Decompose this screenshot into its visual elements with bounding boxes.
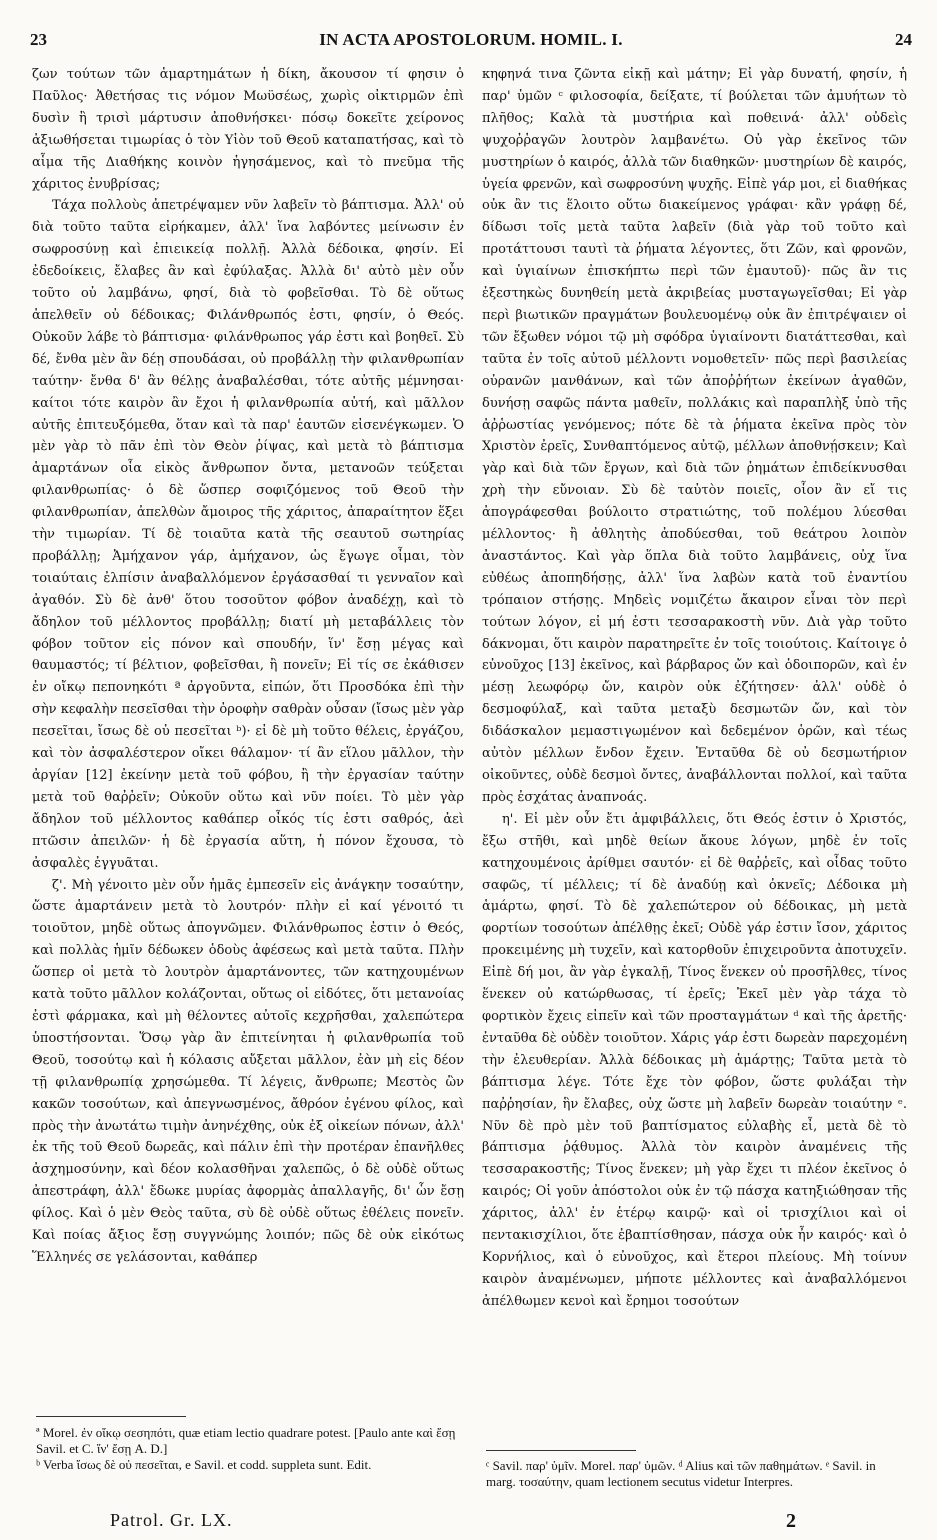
paragraph: η'. Εἰ μὲν οὖν ἔτι ἀμφιβάλλεις, ὅτι Θεός ἐστιν ὁ Χριστός, ἔξω στῆθι, καὶ μηδὲ θείων ἄκουε λόγων, μηδὲ ἐν τοῖς κατηχουμένοις ἀρίθμει σαυτόν· εἰ δὲ θαῤῥεῖς, καὶ οἶδας τοῦτο σαφῶς, τί μέλλεις; τί δὲ ἀναδύῃ καὶ ὀκνεῖς; Δέδοικα μὴ ἁμάρτω, φησί. Τὸ δὲ χαλεπώτερον οὐ δέδοικας, μὴ μετὰ φορτίων τοσούτων ἀπέλθῃς ἐκεῖ; Οὐδὲ γάρ ἐστιν ἴσον, χάριτος προκειμένης μὴ τυχεῖν, καὶ κατορθοῦν ἐπιχειροῦντα ἀποτυχεῖν. Εἰπὲ δή μοι, ἂν γὰρ ἐγκαλῇ, Τίνος ἕνεκεν οὐ προσῆλθες, τίνος ἕνεκεν οὐ κατώρθωσας, τί ἐρεῖς; Ἐκεῖ μὲν γὰρ τάχα τὸ φορτικὸν ἔχεις εἰπεῖν καὶ τῶν προσταγμάτων ᵈ καὶ τῆς ἀρετῆς· ἐνταῦθα δὲ οὐδὲν τοιοῦτον. Χάρις γάρ ἐστι δωρεὰν παρεχομένη τὴν ἐλευθερίαν. Ἀλλὰ δέδοικας μὴ ἁμάρτῃς; Ταῦτα μετὰ τὸ βάπτισμα λέγε. Τότε ἔχε τὸν φόβον, ὥστε φυλάξαι τὴν παῤῥησίαν, ἣν ἔλαβες, οὐχ ὥστε μὴ λαβεῖν δωρεὰν τοιαύτην ᵉ. Νῦν δὲ πρὸ μὲν τοῦ βαπτίσματος εὐλαβὴς εἶ, μετὰ δὲ τὸ βάπτισμα ῥᾴθυμος. Ἀλλὰ τὸν καιρὸν ἀναμένεις τῆς τεσσαρακοστῆς; Τίνος ἕνεκεν; μὴ γὰρ ἔχει τι πλέον ἐκεῖνος ὁ καιρός; Οἱ γοῦν ἀπόστολοι οὐκ ἐν τῷ πάσχα κατηξιώθησαν τῆς χάριτος, ἀλλ' ἐν ἑτέρῳ καιρῷ· καὶ οἱ τρισχίλιοι καὶ οἱ πεντακισχίλιοι, ὅτε ἐβαπτίσθησαν, πάσχα οὐκ ἦν καιρός· καὶ ὁ Κορνήλιος, καὶ ὁ εὐνοῦχος, καὶ ἕτεροι πλείους. Μὴ τοίνυν καιρὸν ἀναμένωμεν, μήποτε μέλλοντες καὶ ἀναβαλλόμενοι ἀπέλθωμεν κενοὶ καὶ ἔρημοι τοσούτων [482,811,907,1309]
printer-signature: Patrol. Gr. LX. [110,1510,233,1530]
footnote: ª Morel. ἐν οἴκῳ σεσηπότι, quæ etiam lectio quadrare potest. [Paulo ante καὶ ἔσῃ Savil. et C. ἵν' ἔσῃ A. D.] [36,1425,456,1456]
paragraph: ζ'. Μὴ γένοιτο μὲν οὖν ἡμᾶς ἐμπεσεῖν εἰς ἀνάγκην τοσαύτην, ὥστε ἁμαρτάνειν μετὰ τὸ λουτρόν· πλὴν εἰ καί γένοιτό τι τοιοῦτον, μηδὲ οὕτως ἀπογνῶμεν. Φιλάνθρωπος ἐστιν ὁ Θεός, καὶ πολλὰς ἡμῖν δέδωκεν ὁδοὺς ἀφέσεως καὶ μετὰ ταῦτα. Πλὴν ὥσπερ οἱ μετὰ τὸ λουτρὸν ἁμαρτάνοντες, τῶν κατηχουμένων κατὰ τοῦτο μᾶλλον κολάζονται, οὕτως οἱ εἰδότες, ὅτι μετανοίας ἐστὶ φάρμακα, καὶ μὴ θέλοντες αὐτοῖς κεχρῆσθαι, χαλεπώτερα ὑποστήσονται. Ὅσῳ γὰρ ἂν ἐπιτείνηται ἡ φιλανθρωπία τοῦ Θεοῦ, τοσούτῳ καὶ ἡ κόλασις αὔξεται μᾶλλον, ἐὰν μὴ εἰς δέον τῇ φιλανθρωπίᾳ χρησώμεθα. Τί λέγεις, ἄνθρωπε; Μεστὸς ὢν κακῶν τοσούτων, καὶ ἀπεγνωσμένος, ἄθρόον ἐγένου φίλος, καὶ πρὸς τὴν ἀνωτάτω τιμὴν ἀνηνέχθης, οὐκ ἐξ οἰκείων πόνων, ἀλλ' ἐκ τῆς τοῦ Θεοῦ δωρεᾶς, καὶ πάλιν ἐπὶ τὴν προτέραν ἐπανῆλθες ἀσχημοσύνην, καὶ δέον κολασθῆναι χαλεπῶς, ὁ δὲ οὐδὲ οὕτως ἀπεστράφη, ἀλλ' ἔδωκε μυρίας ἀφορμὰς ἀπαλλαγῆς, δι' ὧν ἔσῃ φίλος. Καὶ ὁ μὲν Θεὸς ταῦτα, σὺ δὲ οὐδὲ οὕτως ἐθέλεις πονεῖν. Καὶ ποίας ἄξιος ἔσῃ συγγνώμης λοιπόν; πῶς δὲ οὐκ εἰκότως Ἕλληνές σε γελάσονται, καθάπερ [32,877,464,1264]
footnote: ᶜ Savil. παρ' ὑμῖν. Morel. παρ' ὑμῶν. ᵈ Alius καὶ τῶν παθημάτων. ᵉ Savil. in marg. τοσαύτην, quam lectionem secutus videtur Interpres. [486,1458,876,1489]
paragraph: ζων τούτων τῶν ἁμαρτημάτων ἡ δίκη, ἄκουσον τί φησιν ὁ Παῦλος· Ἀθετήσας τις νόμον Μωϋσέως, χωρὶς οἰκτιρμῶν ἐπὶ δυσὶν ἢ τρισὶ μάρτυσιν ἀποθνήσκει· πόσῳ δοκεῖτε χείρονος ἀξιωθήσεται τιμωρίας ὁ τὸν Υἱὸν τοῦ Θεοῦ καταπατήσας, καὶ τὸ αἷμα τῆς Διαθήκης κοινὸν ἡγησάμενος, καὶ τὸ πνεῦμα τῆς χάριτος ἐνυβρίσας; [32,67,464,192]
sheet-number: 2 [786,1510,796,1532]
footnote-rule [486,1450,636,1451]
footnotes-left [36,1425,456,1473]
left-column [32,64,464,1264]
paragraph: κηφηνά τινα ζῶντα εἰκῇ καὶ μάτην; Εἰ γὰρ δυνατή, φησίν, ἡ παρ' ὑμῶν ᶜ φιλοσοφία, δείξατε, τί βούλεται τῶν ἀμυήτων τὸ πλῆθος; Καλὰ τὰ μυστήρια καὶ ποθεινά· ἀλλ' οὐδεὶς ψυχοῤῥαγῶν λουτρὸν λαμβανέτω. Οὐ γὰρ ἐκεῖνος τῶν μυστηρίων ὁ καιρός, ἀλλὰ τῶν διαθηκῶν· μυστηρίων δὲ καιρός, ὑγεία φρενῶν, καὶ σωφροσύνη ψυχῆς. Εἰπὲ γάρ μοι, εἰ διαθήκας οὐκ ἂν τις ἕλοιτο οὕτω διακείμενος γράφαι· κἂν γράφῃ δέ, δίδωσι τοῖς μετὰ ταῦτα λαβεῖν (διὰ γὰρ τοῦ τοῦτο καὶ προτάττουσι ταυτὶ τὰ ῥήματα λέγοντες, ὅτι Ζῶν, καὶ φρονῶν, καὶ ὑγιαίνων ἐπισκήπτω περὶ τῶν ἐμαυτοῦ)· πῶς ἂν τις ἐξεστηκὼς δυνηθείη μετὰ ἀκριβείας μυσταγωγεῖσθαι; Εἰ γὰρ περὶ βιωτικῶν πραγμάτων βουλευομένῳ οὐκ ἂν ἐπιτρέψαιεν οἱ τῶν ἔξωθεν νόμοι τῷ μὴ σφόδρα ὑγιαίνοντι διατάττεσθαι, καὶ ταῦτα ἐν τοῖς αὐτοῦ μέλλοντι νομοθετεῖν· πῶς περὶ βασιλείας οὐρανῶν μανθάνων, καὶ τῶν ἀποῤῥήτων ἐκείνων ἀγαθῶν, δυνήσῃ σαφῶς πάντα μαθεῖν, πολλάκις καὶ παραπλὴξ ὑπὸ τῆς ἀῤῥωστίας γενόμενος; πότε δὲ τὰ ῥήματα ἐκεῖνα πρὸς τὸν Χριστὸν ἐρεῖς, Συνθαπτόμενος αὐτῷ, μέλλων ἀποθνῄσκειν; Καὶ γὰρ καὶ διὰ τῶν ἔργων, καὶ διὰ τῶν ῥημάτων ἐπιδείκνυσθαι χρὴ τὴν εὔνοιαν. Σὺ δὲ ταὐτὸν ποιεῖς, οἷον ἂν εἴ τις ἀπογράφεσθαι βούλοιτο στρατιώτης, τοῦ πολέμου λύεσθαι μέλλοντος· ἢ ἀθλητὴς ἀποδύεσθαι, τοῦ θεάτρου λοιπὸν ἀναστάντος. Καὶ γὰρ ὅπλα διὰ τοῦτο λαμβάνεις, οὐχ ἵνα εὐθέως ἀποπηδήσῃς, ἀλλ' ἵνα λαβὼν κατὰ τοῦ ἐναντίου τρόπαιον στήσῃς. Μηδεὶς νομιζέτω ἄκαιρον εἶναι τὸν περὶ τούτων λόγον, εἰ μή ἐστι τεσσαρακοστὴ νῦν. Διὰ γὰρ τοῦτο δάκνομαι, ὅτι καιρὸν παρατηρεῖτε ἐν τοῖς τοιούτοις. Καίτοιγε ὁ εὐνοῦχος [13] ἐκεῖνος, καὶ βάρβαρος ὤν καὶ ὁδοιπορῶν, καὶ ἐν μέσῃ λεωφόρῳ ὤν, καιρὸν οὐκ ἐζήτησεν· ἀλλ' οὐδὲ ὁ δεσμοφύλαξ, καὶ ταῦτα μεταξὺ δεσμωτῶν ὤν, καὶ τὸν διδάσκαλον μεμαστιγωμένον καὶ δεδεμένον ὁρῶν, καὶ τέως αὐτὸν μέλλων ἔνδον ἔχειν. Ἐνταῦθα δὲ οὐ δεσμωτήριον οἰκοῦντες, οὐδὲ δεσμοὶ ὄντες, ἀναβάλλονται πολλοί, καὶ ταῦτα πρὸς ἐσχάτας ἀναπνοάς. [482,67,907,805]
right-column [482,64,907,1439]
running-title: IN ACTA APOSTOLORUM. HOMIL. I. [319,30,623,49]
footnote-rule [36,1416,186,1417]
footnotes-right [486,1458,906,1490]
running-header [30,30,912,56]
footnote: ᵇ Verba ἴσως δὲ οὐ πεσεῖται, e Savil. et codd. suppleta sunt. Edit. [36,1457,372,1472]
left-page-number: 23 [30,30,47,49]
right-page-number: 24 [895,30,912,49]
paragraph: Τάχα πολλοὺς ἀπετρέψαμεν νῦν λαβεῖν τὸ βάπτισμα. Ἀλλ' οὐ διὰ τοῦτο ταῦτα εἰρήκαμεν, ἀλλ' ἵνα λαβόντες μείνωσιν ἐν σωφροσύνῃ καὶ ἐπιεικείᾳ πολλῇ. Ἀλλὰ δέδοικα, φησίν. Εἰ ἐδεδοίκεις, ἔλαβες ἂν καὶ ἐφύλαξας. Ἀλλὰ δι' αὐτὸ μὲν οὖν τοῦτο οὐ λαμβάνω, φησί, διὰ τὸ φοβεῖσθαι. Τὸ δὲ οὕτως ἀπελθεῖν οὐ δέδοικας; Φιλάνθρωπός ἐστι, φησίν, ὁ Θεός. Οὐκοῦν λάβε τὸ βάπτισμα· φιλάνθρωπος γάρ ἐστι καὶ βοηθεῖ. Σὺ δέ, ἔνθα μὲν ἂν δέῃ σπουδάσαι, οὐ προβάλλῃ τὴν φιλανθρωπίαν ταύτην· ἔνθα δ' ἂν θέλῃς ἀναβαλέσθαι, τότε αὐτῆς μέμνησαι· καίτοι τότε καιρὸν ἂν ἔχοι ἡ φιλανθρωπία αὐτή, καὶ μᾶλλον αὐτῆς ἐπιτευξόμεθα, ὅταν καὶ τὰ παρ' ἑαυτῶν εἰσενέγκωμεν. Ὁ μὲν γὰρ τὸ πᾶν ἐπὶ τὸν Θεὸν ῥίψας, καὶ μετὰ τὸ βάπτισμα ἁμαρτάνων οἷα εἰκὸς ἄνθρωπον ὄντα, μετανοῶν τεύξεται φιλανθρωπίας· ὁ δὲ ὥσπερ σοφιζόμενος τοῦ Θεοῦ τὴν φιλανθρωπίαν, ἀπελθὼν ἄμοιρος τῆς χάριτος, ἀπαραίτητον ἕξει τὴν τιμωρίαν. Τί δὲ τοιαῦτα κατὰ τῆς σεαυτοῦ σωτηρίας προβάλλῃ; Ἀμήχανον γάρ, ἀμήχανον, ὡς ἔγωγε οἶμαι, τὸν τοιαύταις ἐλπίσιν ἀναβαλλόμενον ἐργάσασθαί τι γενναῖον καὶ ἀγαθόν. Σὺ δὲ ἀνθ' ὅτου τοσοῦτον φόβον ἀναδέχῃ, καὶ τὸ ἄδηλον τοῦ μέλλοντος προβάλλῃ; διατί μὴ μεταβάλλεις τὸν φόβον τοῦτον εἰς πόνον καὶ σπουδήν, ἵν' ἔσῃ μέγας καὶ θαυμαστός; τί βέλτιον, φοβεῖσθαι, ἢ πονεῖν; Εἰ τίς σε ἐκάθισεν ἐν οἴκῳ πεπονηκότι ª ἀργοῦντα, εἰπών, ὅτι Προσδόκα ἐπὶ τὴν σὴν κεφαλὴν πεσεῖσθαι τὴν ὀροφὴν σαθρὰν οὖσαν (ἴσως μὲν γὰρ πεσεῖται, ἴσως δὲ οὐ πεσεῖται ᵇ)· εἰ δὲ μὴ τοῦτο θέλεις, ἐργάζου, καὶ τὸν ἀσφαλέστερον οἴκει θάλαμον· τί ἂν εἵλου μᾶλλον, τὴν ἀργίαν [12] ἐκείνην μετὰ τοῦ φόβου, ἢ τὴν ἐργασίαν ταύτην μετὰ τοῦ θαῤῥεῖν; Οὐκοῦν οὕτω καὶ νῦν ποίει. Τὸ μὲν γὰρ ἄδηλον τοῦ μέλλοντος καθάπερ οἶκός τίς ἐστι σαθρός, ἀεὶ πτῶσιν ἀπειλῶν· ἡ δὲ ἐργασία αὕτη, ἡ πόνον ἔχουσα, τὸ ἀσφαλὲς ἐγγυᾶται. [32,198,464,871]
